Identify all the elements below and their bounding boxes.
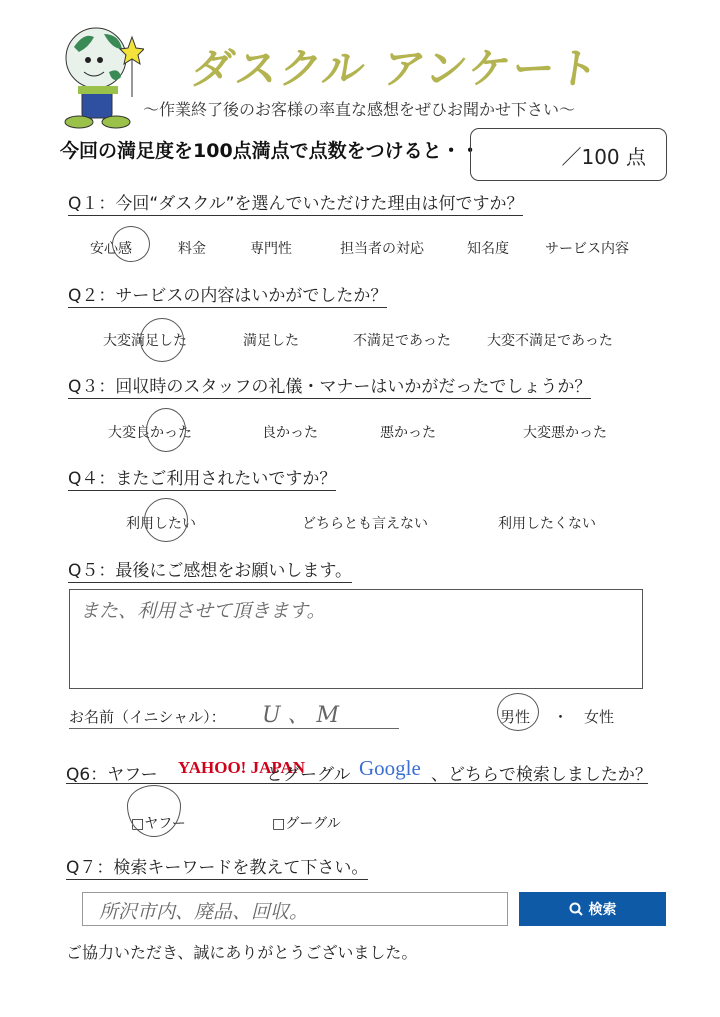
score-question: 今回の満足度を100点満点で点数をつけると・・ — [60, 140, 480, 162]
q4-option[interactable]: 利用したくない — [498, 516, 596, 532]
q2-label: Q２：サービスの内容はいかがでしたか？ — [68, 281, 387, 308]
search-icon — [569, 902, 583, 916]
form-title: ダスクル アンケート — [188, 44, 604, 93]
keyword-value: 所沢市内、廃品、回収。 — [99, 901, 309, 923]
comment-answer: また、利用させて頂きます。 — [80, 600, 326, 622]
q2-option[interactable]: 満足した — [243, 333, 299, 349]
gender-female[interactable]: 女性 — [584, 708, 615, 726]
q2-option[interactable]: 大変不満足であった — [487, 333, 613, 349]
keyword-input[interactable] — [82, 892, 508, 926]
q6-label-c: 、どちらで検索しましたか？ — [431, 765, 652, 785]
q1-option[interactable]: 知名度 — [467, 241, 509, 257]
q4-option[interactable]: どちらとも言えない — [302, 516, 428, 532]
selection-circle — [497, 693, 539, 731]
q1-option[interactable]: 料金 — [178, 241, 206, 257]
q6-label-a: Q6：ヤフー — [66, 765, 158, 785]
q3-option[interactable]: 良かった — [262, 425, 318, 441]
q3-option[interactable]: 悪かった — [380, 425, 436, 441]
q5-label: Q５：最後にご感想をお願いします。 — [68, 556, 352, 583]
gender-separator: ・ — [553, 708, 569, 726]
gender-male[interactable]: 男性 — [500, 708, 531, 726]
q1-option[interactable]: サービス内容 — [545, 241, 629, 257]
score-field[interactable] — [470, 128, 667, 181]
comment-textarea[interactable] — [69, 589, 643, 689]
score-suffix: ／100 点 — [561, 145, 646, 169]
search-button-label: 検索 — [588, 902, 617, 918]
name-label: お名前（イニシャル）： — [69, 708, 226, 726]
q6-option-google[interactable]: □グーグル — [272, 816, 341, 832]
q1-option[interactable]: 専門性 — [250, 241, 292, 257]
q3-option[interactable]: 大変良かった — [108, 425, 192, 441]
name-value: U 、 M — [262, 703, 340, 728]
q3-option[interactable]: 大変悪かった — [523, 425, 607, 441]
q1-option[interactable]: 担当者の対応 — [340, 241, 424, 257]
q1-option[interactable]: 安心感 — [90, 241, 132, 257]
q4-option[interactable]: 利用したい — [126, 516, 196, 532]
q6-label-b: とグーグル — [266, 765, 351, 785]
google-logo: Google — [359, 756, 421, 780]
selection-circle — [112, 226, 150, 262]
search-button[interactable] — [519, 892, 666, 926]
q2-option[interactable]: 大変満足した — [103, 333, 187, 349]
yahoo-logo: YAHOO! JAPAN — [178, 758, 306, 777]
mascot-logo — [64, 22, 144, 132]
q1-label: Q１：今回“ダスクル”を選んでいただけた理由は何ですか？ — [68, 189, 523, 216]
q6-label — [66, 756, 652, 785]
q7-label: Q７：検索キーワードを教えて下さい。 — [66, 853, 368, 880]
selection-circle — [146, 408, 186, 452]
q2-option[interactable]: 不満足であった — [353, 333, 451, 349]
q6-option-yahoo[interactable]: □ヤフー — [131, 816, 186, 832]
form-subtitle: ～作業終了後のお客様の率直な感想をぜひお聞かせ下さい～ — [143, 100, 576, 119]
thanks-message: ご協力いただき、誠にありがとうございました。 — [66, 943, 418, 962]
q4-label: Q４：またご利用されたいですか？ — [68, 464, 336, 491]
selection-circle — [140, 318, 184, 362]
selection-circle — [144, 498, 188, 542]
q3-label: Q３：回収時のスタッフの礼儀・マナーはいかがだったでしょうか？ — [68, 372, 591, 399]
